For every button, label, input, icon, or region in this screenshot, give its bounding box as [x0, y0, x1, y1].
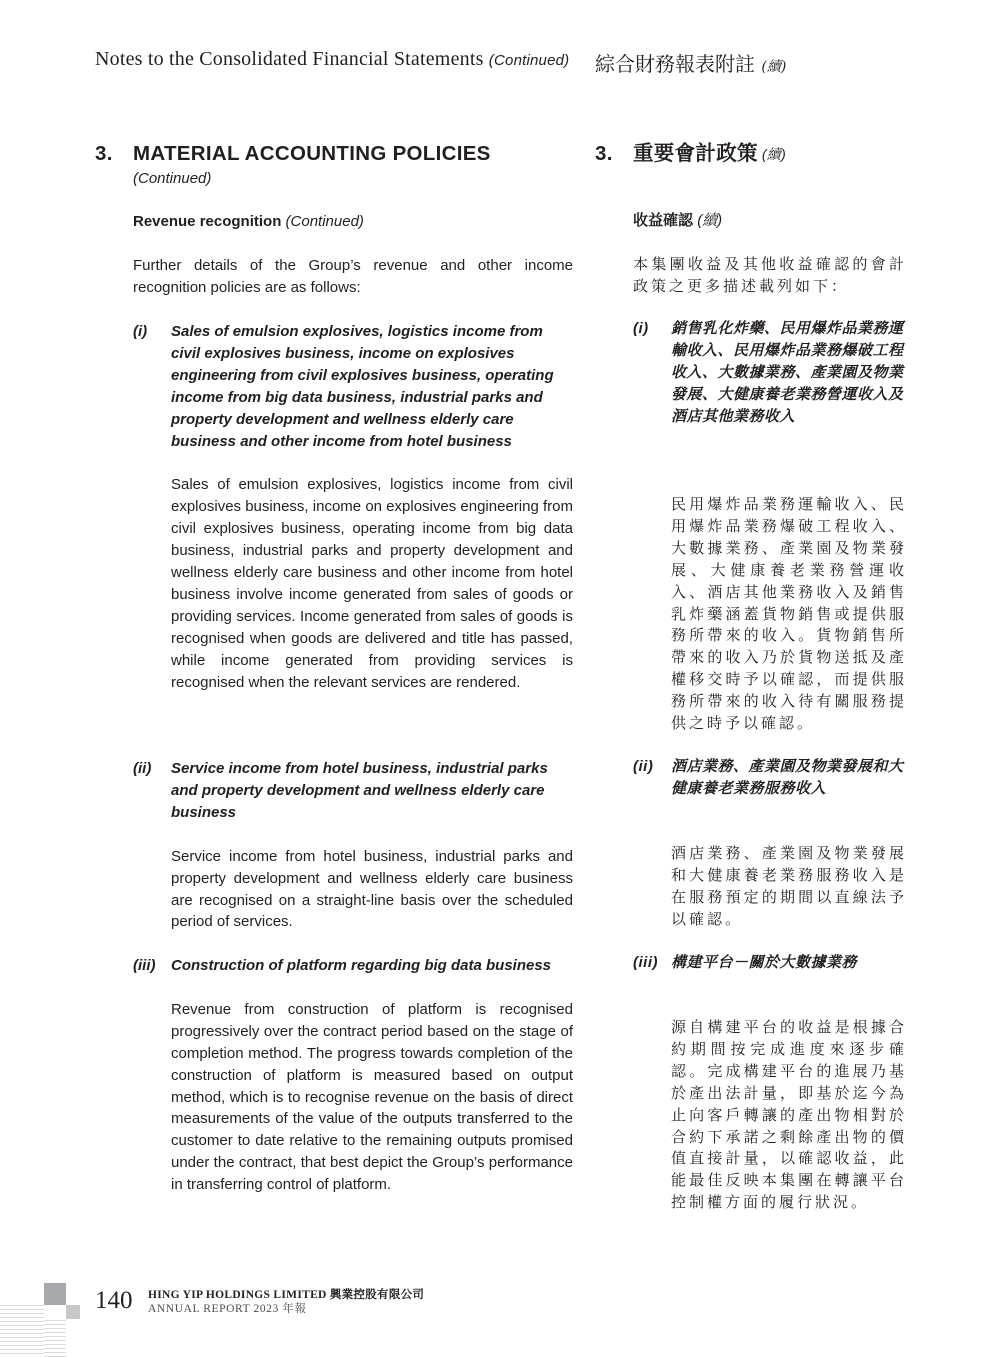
item-i-zh-body-wrap [595, 494, 907, 735]
running-header-en-continued: (Continued) [488, 52, 570, 69]
section-number-en: 3. [95, 142, 113, 165]
item-numeral: (i) [633, 320, 649, 337]
footer-report: ANNUAL REPORT 2023 年報 [148, 1303, 307, 1315]
item-i-zh [595, 318, 907, 428]
subsection-continued-en: (Continued) [285, 213, 364, 230]
section-continued-zh: (續) [761, 146, 787, 162]
item-numeral: (iii) [133, 957, 156, 974]
subsection-title-zh: 收益確認 [633, 212, 694, 229]
intro-paragraph-en: Further details of the Group’s revenue and other income recognition policies are as follows: [133, 257, 573, 296]
item-heading-text: 酒店業務、產業園及物業發展和大健康養老業務服務收入 [671, 758, 904, 797]
chinese-column [595, 140, 907, 298]
item-heading-zh [633, 318, 907, 428]
item-body-zh: 源自構建平台的收益是根據合約期間按完成進度來逐步確認。完成構建平台的進展乃基於產出法計量，即基於迄今為止向客戶轉讓的產出物相對於合約下承諾之剩餘產出物的價值直接計量，以確認收益，此能最佳反映本集團在轉讓平台控制權方面的履行狀況。 [671, 1019, 907, 1212]
item-iii-zh-body-wrap [595, 1017, 907, 1214]
intro-paragraph-zh: 本集團收益及其他收益確認的會計政策之更多描述載列如下： [633, 256, 907, 295]
item-heading-en [133, 955, 573, 977]
subsection-heading-zh [633, 210, 907, 232]
item-body-zh: 酒店業務、產業園及物業發展和大健康養老業務服務收入是在服務預定的期間以直線法予以確認。 [671, 845, 907, 928]
item-ii-en [95, 758, 573, 933]
english-column [95, 140, 573, 299]
item-ii-zh-body-wrap [595, 843, 907, 931]
item-numeral: (i) [133, 323, 148, 340]
running-header-en-title: Notes to the Consolidated Financial Statements [95, 48, 484, 70]
footer-stripes-2 [44, 1320, 66, 1357]
item-heading-zh [633, 952, 907, 974]
item-heading-zh [633, 756, 907, 800]
item-body-zh: 民用爆炸品業務運輸收入、民用爆炸品業務爆破工程收入、大數據業務、產業園及物業發展、大健康養老業務營運收入、酒店其他業務收入及銷售乳炸藥涵蓋貨物銷售或提供服務所帶來的收入。貨物銷售所帶來的收入乃於貨物送抵及產權移交時予以確認，而提供服務所帶來的收入待有關服務提供之時予以確認。 [671, 496, 907, 733]
section-number-zh: 3. [595, 142, 613, 165]
item-i-en [95, 321, 573, 694]
footer-stripes [0, 1305, 44, 1357]
item-heading-text: Construction of platform regarding big data business [171, 957, 552, 974]
running-header-zh-continued: (續) [761, 59, 787, 75]
section-title-zh: 重要會計政策 [633, 142, 758, 165]
item-ii-zh [595, 756, 907, 800]
item-body-en: Revenue from construction of platform is recognised progressively over the contract period based on the stage of completion method. The progress towards completion of the construction of platform is measured based on output method, which is to recognise revenue on the basis of direct measurements of the value of the outputs transferred to the customer to date relative to the remaining outputs promised under the contract, that best depict the Group’s performance in transferring control of platform. [171, 1000, 573, 1194]
page-number: 140 [95, 1287, 133, 1314]
item-iii-en [95, 955, 573, 1196]
running-header-zh-title: 綜合財務報表附註 [595, 52, 755, 76]
footer-company: HING YIP HOLDINGS LIMITED 興業控股有限公司 [148, 1289, 425, 1301]
subsection-heading-en [133, 211, 573, 233]
item-heading-text: 構建平台－關於大數據業務 [671, 954, 858, 971]
footer-square-2 [66, 1305, 80, 1319]
subsection-title-en: Revenue recognition [133, 213, 282, 230]
item-iii-zh [595, 952, 907, 974]
section-heading-zh [595, 140, 907, 168]
item-heading-text: 銷售乳化炸藥、民用爆炸品業務運輸收入、民用爆炸品業務爆破工程收入、大數據業務、產業園及物業發展、大健康養老業務營運收入及酒店其他業務收入 [671, 320, 904, 425]
item-numeral: (ii) [133, 760, 152, 777]
footer-square-1 [44, 1283, 66, 1305]
section-continued-en: (Continued) [133, 170, 212, 187]
section-title-en: MATERIAL ACCOUNTING POLICIES [133, 142, 491, 165]
item-heading-text: Sales of emulsion explosives, logistics income from civil explosives business, income on explosives engineering from civil explosives business, operating income from big data business, industrial parks and property development and wellness elderly care business and other income from hotel business [171, 323, 554, 450]
item-body-en: Service income from hotel business, industrial parks and property development and wellness elderly care business are recognised on a straight-line basis over the scheduled period of services. [171, 847, 573, 931]
item-body-en: Sales of emulsion explosives, logistics income from civil explosives business, income on explosives engineering from civil explosives business, operating income from big data business, industrial parks and property development and wellness elderly care business and other income from hotel business involve income generated from sales of goods or providing services. Income generated from sales of goods is recognised when goods are delivered and title has passed, while income generated from providing services is recognised when the relevant services are rendered. [171, 476, 573, 691]
item-numeral: (iii) [633, 954, 658, 971]
item-heading-text: Service income from hotel business, industrial parks and property development and wellness elderly care business [171, 760, 548, 821]
item-heading-en [133, 758, 573, 824]
item-numeral: (ii) [633, 758, 654, 775]
section-heading-en [95, 140, 573, 168]
running-header-zh [595, 48, 786, 77]
item-heading-en [133, 321, 573, 452]
running-header-en [95, 48, 569, 71]
subsection-continued-zh: (續) [697, 212, 723, 229]
